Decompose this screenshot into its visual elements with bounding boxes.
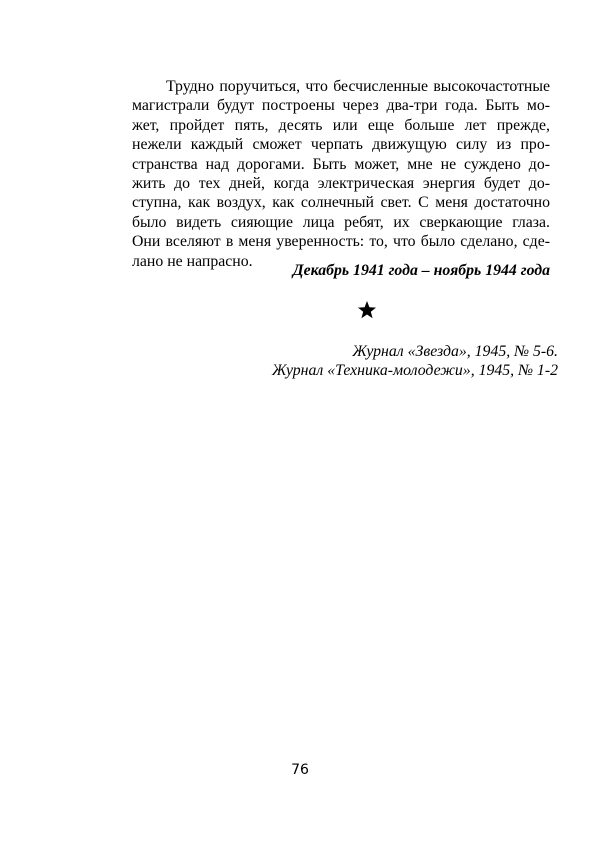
body-line: ступна, как воздух, как солнечный свет. С меня достаточно	[132, 194, 550, 212]
body-line: странства над дорогами. Быть может, мне не суждено до-	[132, 155, 550, 173]
body-paragraph	[132, 77, 550, 271]
source-citation: Журнал «Звезда», 1945, № 5-6.	[352, 343, 558, 360]
body-line: лано не напрасно.	[132, 252, 253, 270]
date-range: Декабрь 1941 года – ноябрь 1944 года	[292, 262, 550, 279]
source-citation: Журнал «Техника-молодежи», 1945, № 1-2	[271, 362, 558, 379]
body-line: нежели каждый сможет черпать движущую силу из про-	[132, 136, 550, 154]
body-line: было видеть сияющие лица ребят, их сверкающие глаза.	[132, 213, 550, 231]
body-line: Трудно поручиться, что бесчисленные высокочастотные	[166, 78, 550, 95]
body-line: жить до тех дней, когда электрическая энергия будет до-	[132, 175, 550, 193]
body-line: магистрали будут построены через два-три года. Быть мо-	[132, 97, 550, 115]
body-line: жет, пройдет пять, десять или еще больше лет прежде,	[132, 116, 550, 134]
page-number: 76	[291, 762, 309, 778]
star-icon	[357, 300, 377, 320]
body-line: Они вселяют в меня уверенность: то, что было сделано, сде-	[132, 233, 550, 251]
